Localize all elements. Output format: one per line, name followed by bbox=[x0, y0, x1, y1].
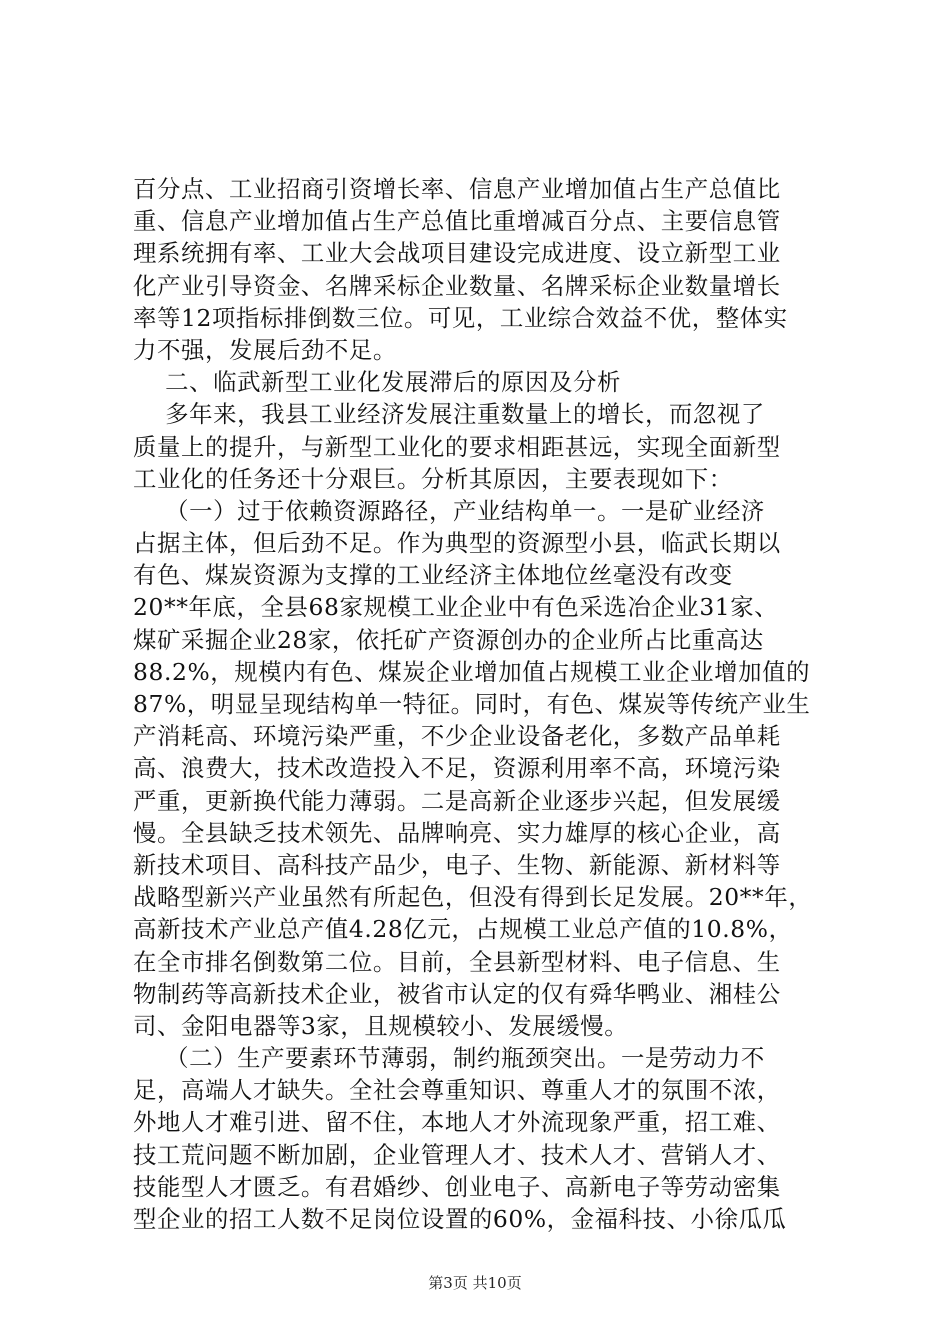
text-line: 严重，更新换代能力薄弱。二是高新企业逐步兴起，但发展缓 bbox=[133, 786, 781, 815]
text-line: 化产业引导资金、名牌采标企业数量、名牌采标企业数量增长 bbox=[133, 271, 781, 300]
text-line: 质量上的提升，与新型工业化的要求相距甚远，实现全面新型 bbox=[133, 432, 781, 461]
text-line: 88.2%，规模内有色、煤炭企业增加值占规模工业企业增加值的 bbox=[133, 657, 811, 686]
text-line: 在全市排名倒数第二位。目前，全县新型材料、电子信息、生 bbox=[133, 947, 781, 976]
text-line: 重、信息产业增加值占生产总值比重增减百分点、主要信息管 bbox=[133, 207, 781, 236]
text-line: 理系统拥有率、工业大会战项目建设完成进度、设立新型工业 bbox=[133, 239, 781, 268]
text-line: 型企业的招工人数不足岗位设置的60%，金福科技、小徐瓜瓜 bbox=[133, 1205, 787, 1233]
text-line: 外地人才难引进、留不住，本地人才外流现象严重，招工难、 bbox=[133, 1108, 781, 1137]
text-line: 高新技术产业总产值4.28亿元，占规模工业总产值的10.8%， bbox=[133, 915, 793, 944]
text-line: 足，高端人才缺失。全社会尊重知识、尊重人才的氛围不浓， bbox=[133, 1076, 781, 1105]
text-line: 多年来，我县工业经济发展注重数量上的增长，而忽视了 bbox=[133, 400, 765, 429]
text-line: 占据主体，但后劲不足。作为典型的资源型小县，临武长期以 bbox=[133, 529, 781, 558]
text-line: 产消耗高、环境污染严重，不少企业设备老化，多数产品单耗 bbox=[133, 722, 781, 751]
section-heading: 二、临武新型工业化发展滞后的原因及分析 bbox=[133, 368, 621, 397]
text-line: 工业化的任务还十分艰巨。分析其原因，主要表现如下： bbox=[133, 464, 733, 493]
text-line: 煤矿采掘企业28家，依托矿产资源创办的企业所占比重高达 bbox=[133, 625, 764, 654]
text-line: （二）生产要素环节薄弱，制约瓶颈突出。一是劳动力不 bbox=[133, 1044, 765, 1073]
text-line: 有色、煤炭资源为支撑的工业经济主体地位丝毫没有改变 bbox=[133, 561, 733, 590]
document-body bbox=[133, 173, 833, 1235]
text-line: 技工荒问题不断加剧，企业管理人才、技术人才、营销人才、 bbox=[133, 1140, 781, 1169]
text-line: 技能型人才匮乏。有君婚纱、创业电子、高新电子等劳动密集 bbox=[133, 1172, 781, 1201]
text-line: 百分点、工业招商引资增长率、信息产业增加值占生产总值比 bbox=[133, 175, 781, 203]
text-line: 战略型新兴产业虽然有所起色，但没有得到长足发展。20**年， bbox=[133, 883, 813, 912]
text-line: 率等12项指标排倒数三位。可见，工业综合效益不优，整体实 bbox=[133, 303, 788, 332]
text-line: 20**年底，全县68家规模工业企业中有色采选冶企业31家、 bbox=[133, 593, 779, 622]
text-line: 力不强，发展后劲不足。 bbox=[133, 335, 397, 364]
text-line: 87%，明显呈现结构单一特征。同时，有色、煤炭等传统产业生 bbox=[133, 690, 811, 718]
text-line: 高、浪费大，技术改造投入不足，资源利用率不高，环境污染 bbox=[133, 754, 781, 783]
text-line: （一）过于依赖资源路径，产业结构单一。一是矿业经济 bbox=[133, 496, 765, 525]
text-line: 司、金阳电器等3家，且规模较小、发展缓慢。 bbox=[133, 1011, 629, 1040]
text-line: 慢。全县缺乏技术领先、品牌响亮、实力雄厚的核心企业，高 bbox=[133, 818, 781, 847]
text-line: 物制药等高新技术企业，被省市认定的仅有舜华鸭业、湘桂公 bbox=[133, 979, 781, 1008]
text-line: 新技术项目、高科技产品少，电子、生物、新能源、新材料等 bbox=[133, 850, 781, 879]
page-footer: 第3页 共10页 bbox=[428, 1274, 522, 1292]
